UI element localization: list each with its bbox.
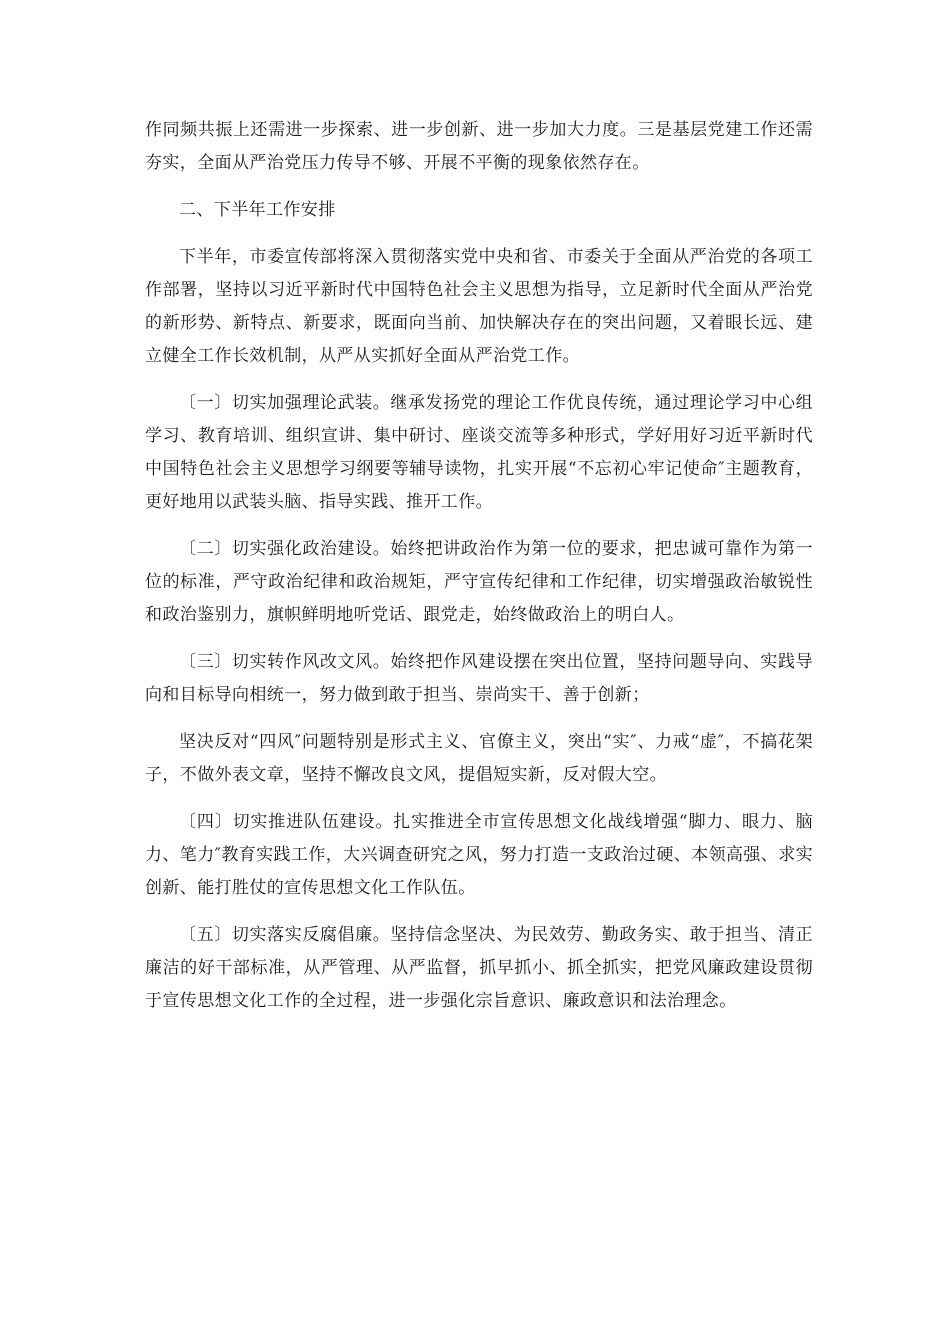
paragraph-item-2: 〔二〕切实强化政治建设。始终把讲政治作为第一位的要求，把忠诚可靠作为第一位的标准，严守政治纪律和政治规矩，严守宣传纪律和工作纪律，切实增强政治敏锐性和政治鉴别力，旗帜鲜明地听党话、跟党走，始终做政治上的明白人。 — [145, 539, 813, 625]
paragraph-item-3: 〔三〕切实转作风改文风。始终把作风建设摆在突出位置，坚持问题导向、实践导向和目标导向相统一，努力做到敢于担当、崇尚实干、善于创新； — [145, 652, 813, 705]
paragraph-intro: 下半年，市委宣传部将深入贯彻落实党中央和省、市委关于全面从严治党的各项工作部署，坚持以习近平新时代中国特色社会主义思想为指导，立足新时代全面从严治党的新形势、新特点、新要求，既面向当前、加快解决存在的突出问题，又着眼长远、建立健全工作长效机制，从严从实抓好全面从严治党工作。 — [145, 247, 813, 366]
paragraph-item-3-continued: 坚决反对“四风″问题特别是形式主义、官僚主义，突出“实″、力戒“虚″，不搞花架子，不做外表文章，坚持不懈改良文风，提倡短实新，反对假大空。 — [145, 732, 813, 785]
paragraph-item-1: 〔一〕切实加强理论武装。继承发扬党的理论工作优良传统，通过理论学习中心组学习、教育培训、组织宣讲、集中研讨、座谈交流等多种形式，学好用好习近平新时代中国特色社会主义思想学习纲要等辅导读物，扎实开展“不忘初心牢记使命″主题教育，更好地用以武装头脑、指导实践、推开工作。 — [145, 393, 813, 512]
document-body — [145, 114, 813, 1032]
paragraph-item-4: 〔四〕切实推进队伍建设。扎实推进全市宣传思想文化战线增强“脚力、眼力、脑力、笔力″教育实践工作，大兴调查研究之风，努力打造一支政治过硬、本领高强、求实创新、能打胜仗的宣传思想文化工作队伍。 — [145, 812, 813, 898]
paragraph-item-5: 〔五〕切实落实反腐倡廉。坚持信念坚决、为民效劳、勤政务实、敢于担当、清正廉洁的好干部标准，从严管理、从严监督，抓早抓小、抓全抓实，把党风廉政建设贯彻于宣传思想文化工作的全过程，进一步强化宗旨意识、廉政意识和法治理念。 — [145, 925, 813, 1011]
section-heading: 二、下半年工作安排 — [179, 200, 336, 220]
paragraph-continuation: 作同频共振上还需进一步探索、进一步创新、进一步加大力度。三是基层党建工作还需夯实，全面从严治党压力传导不够、开展不平衡的现象依然存在。 — [145, 120, 813, 173]
